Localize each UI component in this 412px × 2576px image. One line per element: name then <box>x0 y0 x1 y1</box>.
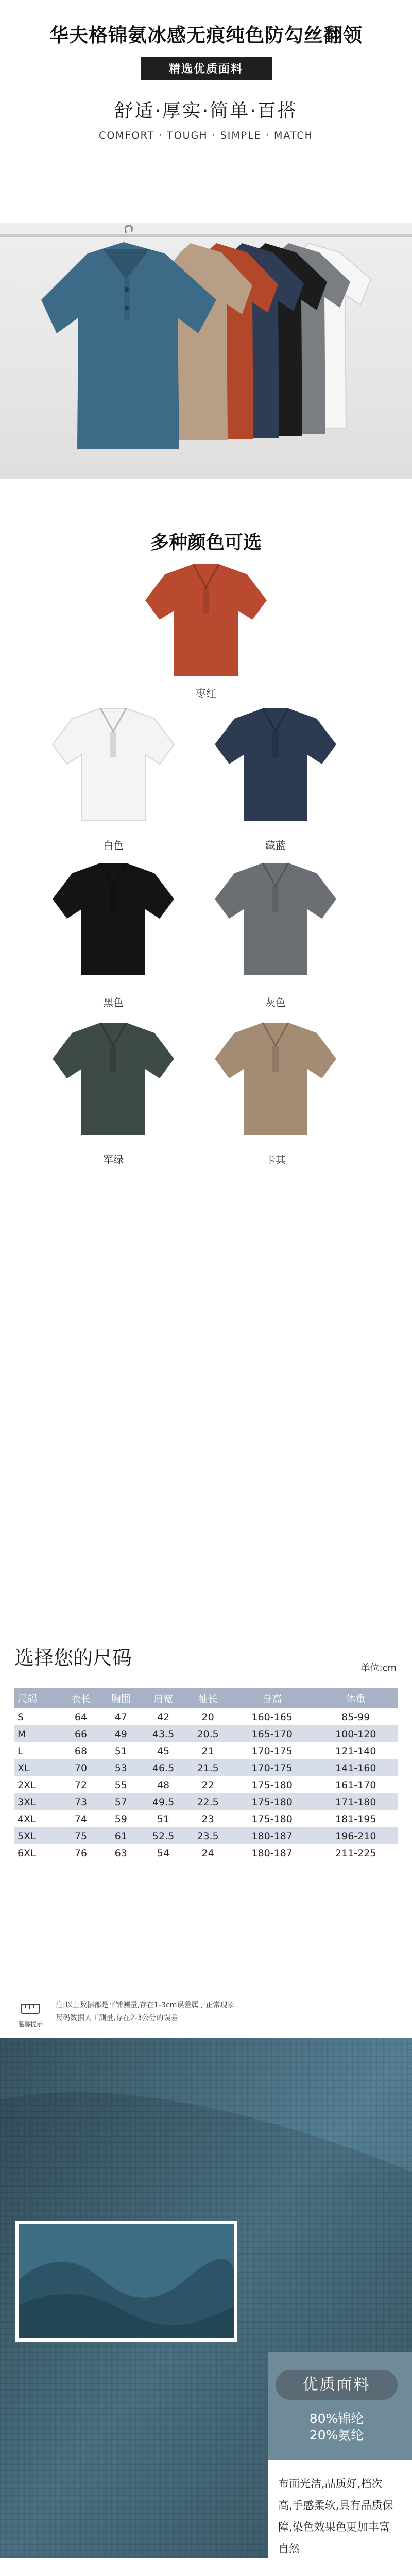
color-label-white: 白色 <box>103 839 124 852</box>
fabric-composition-nylon: 80%锦纶 <box>309 2411 364 2426</box>
size-cell: 22.5 <box>185 1793 230 1810</box>
polo-shirt-icon <box>214 858 337 976</box>
size-table-body <box>14 1708 398 1861</box>
size-cell: 160-165 <box>251 1711 293 1723</box>
size-cell: 20.5 <box>185 1725 230 1742</box>
color-label-red: 枣红 <box>196 687 216 700</box>
size-cell: 59 <box>114 1813 127 1825</box>
fabric-description: 布面光洁,品质好,档次高,手感柔软,具有品质保障,染色效果色更加丰富自然 <box>278 2478 393 2555</box>
size-notes <box>14 1999 398 2028</box>
size-header-cell: 衣长 <box>61 1688 101 1708</box>
size-row-4xl[interactable] <box>14 1810 398 1827</box>
ruler-icon <box>19 1999 42 2018</box>
size-cell: 49 <box>101 1725 141 1742</box>
size-cell: 51 <box>114 1745 127 1757</box>
polo-shirt-icon <box>52 703 175 822</box>
size-cell: 74 <box>74 1813 88 1825</box>
size-cell: 180-187 <box>230 1827 314 1844</box>
size-cell: 141-160 <box>314 1759 398 1776</box>
note-line-1: 注:以上数据都是平铺测量,存在1-3cm误差属于正常现象 <box>56 2001 235 2009</box>
size-cell: 21 <box>201 1745 214 1757</box>
feature-tags-cn: 舒适·厚实·简单·百搭 <box>114 100 298 122</box>
size-cell: L <box>18 1745 23 1757</box>
size-cell: 47 <box>114 1711 127 1723</box>
size-cell: 48 <box>157 1779 170 1791</box>
color-label-khaki: 卡其 <box>265 1154 286 1166</box>
size-row-s[interactable] <box>14 1708 398 1725</box>
size-row-5xl[interactable] <box>14 1827 398 1844</box>
size-cell: 4XL <box>18 1813 36 1825</box>
size-cell: 43.5 <box>141 1725 186 1742</box>
fabric-section <box>0 2038 412 2558</box>
size-cell: 170-175 <box>230 1759 314 1776</box>
size-cell: 171-180 <box>314 1793 398 1810</box>
size-cell: 24 <box>201 1847 214 1859</box>
size-chart-title: 选择您的尺码 <box>14 1647 132 1669</box>
size-row-m[interactable] <box>14 1725 398 1742</box>
polo-shirt-icon <box>52 1018 175 1136</box>
size-cell: 45 <box>157 1745 170 1757</box>
size-cell: 42 <box>157 1711 170 1723</box>
size-cell: 52.5 <box>141 1827 186 1844</box>
size-cell: 196-210 <box>314 1827 398 1844</box>
size-cell: 23.5 <box>185 1827 230 1844</box>
color-swatch-red[interactable] <box>144 559 268 680</box>
size-cell: 64 <box>74 1711 88 1723</box>
size-chart-table <box>14 1688 398 1861</box>
size-cell: 170-175 <box>251 1745 293 1757</box>
size-cell: 57 <box>101 1793 141 1810</box>
size-header-cell: 袖长 <box>185 1688 230 1708</box>
size-cell: M <box>14 1725 61 1742</box>
size-cell: 61 <box>101 1827 141 1844</box>
color-swatch-green[interactable] <box>52 1018 175 1138</box>
size-cell: 165-170 <box>230 1725 314 1742</box>
size-cell: 49.5 <box>141 1793 186 1810</box>
size-cell: 46.5 <box>141 1759 186 1776</box>
hanging-shirts-illustration <box>0 223 412 479</box>
color-swatch-khaki[interactable] <box>214 1018 337 1138</box>
size-cell: 53 <box>101 1759 141 1776</box>
size-cell: 175-180 <box>251 1779 293 1791</box>
size-cell: 68 <box>74 1745 88 1757</box>
size-header-cell: 肩宽 <box>141 1688 186 1708</box>
size-cell: 5XL <box>14 1827 61 1844</box>
size-cell: 72 <box>74 1779 88 1791</box>
hero-shirts-photo <box>0 223 412 479</box>
color-label-green: 军绿 <box>103 1154 124 1166</box>
size-cell: 23 <box>201 1813 214 1825</box>
size-header-cell: 体重 <box>314 1688 398 1708</box>
size-table-header-row <box>14 1688 398 1708</box>
size-cell: 211-225 <box>335 1847 376 1859</box>
color-swatch-black[interactable] <box>52 858 175 978</box>
size-cell: 180-187 <box>251 1847 293 1859</box>
size-cell: 3XL <box>14 1793 61 1810</box>
size-row-l[interactable] <box>14 1742 398 1759</box>
feature-tags-en: COMFORT · TOUGH · SIMPLE · MATCH <box>99 130 313 141</box>
size-cell: 22 <box>201 1779 214 1791</box>
size-cell: S <box>18 1711 24 1723</box>
size-cell: 70 <box>61 1759 101 1776</box>
size-cell: 6XL <box>18 1847 36 1859</box>
notes-text <box>56 1999 234 2025</box>
size-header-cell: 身高 <box>230 1688 314 1708</box>
size-cell: 181-195 <box>335 1813 376 1825</box>
size-cell: 51 <box>157 1813 170 1825</box>
size-cell: 76 <box>74 1847 88 1859</box>
polo-shirt-icon <box>52 858 175 976</box>
size-cell: 2XL <box>18 1779 36 1791</box>
quality-badge: 精选优质面料 <box>141 57 272 80</box>
size-cell: 75 <box>61 1827 101 1844</box>
color-label-navy: 藏蓝 <box>265 839 286 852</box>
size-chart-unit: 单位:cm <box>360 1663 397 1673</box>
size-cell: 175-180 <box>230 1793 314 1810</box>
size-cell: 54 <box>157 1847 170 1859</box>
note-line-2: 尺码数据人工测量,存在2-3公分的误差 <box>56 2014 178 2022</box>
size-row-3xl[interactable] <box>14 1793 398 1810</box>
tip-block <box>14 1999 46 2028</box>
size-cell: 21.5 <box>185 1759 230 1776</box>
size-cell: 20 <box>201 1711 214 1723</box>
size-cell: XL <box>14 1759 61 1776</box>
color-label-gray: 灰色 <box>265 996 286 1009</box>
polo-shirt-icon <box>214 703 337 822</box>
product-title: 华夫格锦氨冰感无痕纯色防勾丝翻领 <box>49 24 363 46</box>
size-row-xl[interactable] <box>14 1759 398 1776</box>
size-cell: 121-140 <box>335 1745 376 1757</box>
fabric-label-pill: 优质面料 <box>276 2370 398 2400</box>
size-header-cell: 胸围 <box>101 1688 141 1708</box>
size-cell: 63 <box>114 1847 127 1859</box>
size-row-2xl[interactable] <box>14 1776 398 1793</box>
color-swatch-navy[interactable] <box>214 703 337 824</box>
size-cell: 85-99 <box>341 1711 370 1723</box>
color-swatch-white[interactable] <box>52 703 175 824</box>
size-cell: 100-120 <box>314 1725 398 1742</box>
fabric-composition-spandex: 20%氨纶 <box>309 2428 364 2443</box>
polo-shirt-icon <box>144 559 268 677</box>
size-cell: 161-170 <box>335 1779 376 1791</box>
polo-shirt-icon <box>214 1018 337 1136</box>
size-cell: 55 <box>114 1779 127 1791</box>
size-header-cell: 尺码 <box>14 1688 61 1708</box>
size-cell: 175-180 <box>251 1813 293 1825</box>
color-label-black: 黑色 <box>103 996 124 1009</box>
size-cell: 73 <box>61 1793 101 1810</box>
tip-label: 温馨提示 <box>18 2021 43 2028</box>
size-cell: 66 <box>61 1725 101 1742</box>
colors-section-title: 多种颜色可选 <box>150 532 262 553</box>
size-row-6xl[interactable] <box>14 1844 398 1861</box>
color-swatch-gray[interactable] <box>214 858 337 978</box>
